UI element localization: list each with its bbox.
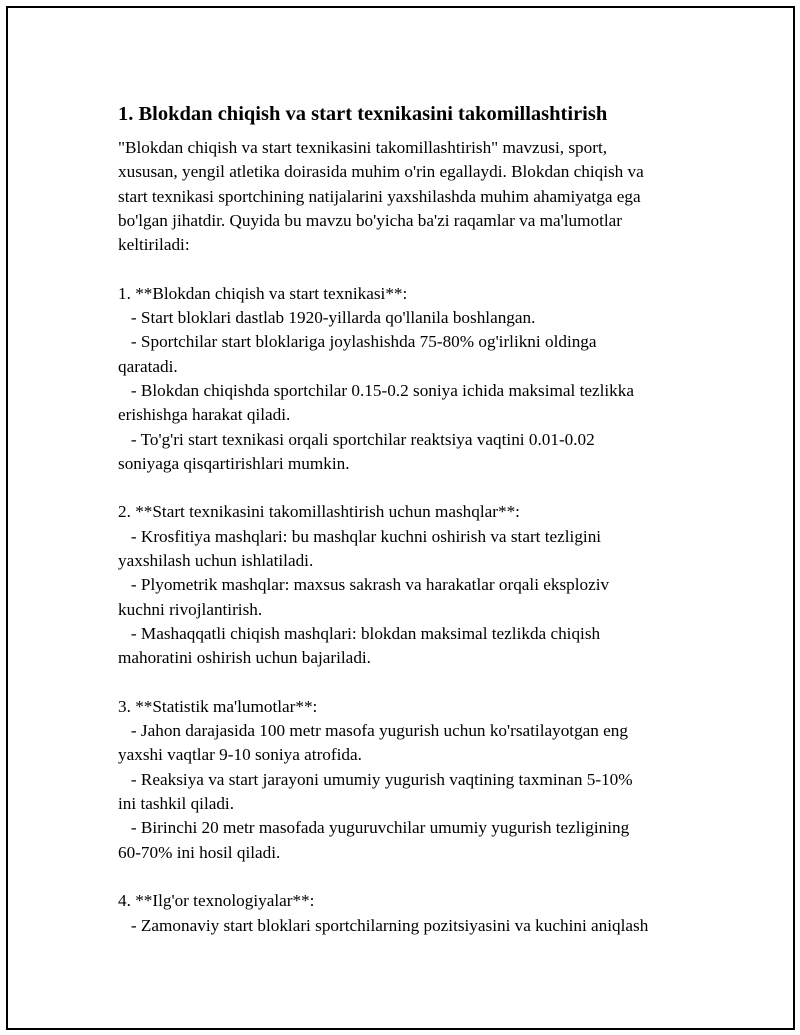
body-line: "Blokdan chiqish va start texnikasini takomillashtirish" mavzusi, sport, [118,138,608,157]
document-content [118,100,708,938]
body-line: - Birinchi 20 metr masofada yuguruvchilar umumiy yugurish tezligining [118,818,630,838]
body-line: 1. **Blokdan chiqish va start texnikasi**: [118,283,408,303]
blank-line [118,865,708,889]
body-line: 60-70% ini hosil qiladi. [118,842,281,862]
body-line: - Mashaqqatli chiqish mashqlari: blokdan maksimal tezlikda chiqish [118,623,601,643]
body-line: erishishga harakat qiladi. [118,405,291,425]
body-line: mahoratini oshirish uchun bajariladi. [118,648,371,668]
body-line: bo'lgan jihatdir. Quyida bu mavzu bo'yicha ba'zi raqamlar va ma'lumotlar [118,210,622,230]
body-line: - Jahon darajasida 100 metr masofa yugurish uchun ko'rsatilayotgan eng [118,721,628,741]
body-line: - Start bloklari dastlab 1920-yillarda qo'llanila boshlangan. [118,308,536,328]
body-line: - Blokdan chiqishda sportchilar 0.15-0.2 soniya ichida maksimal tezlikka [118,380,634,400]
body-line: qaratadi. [118,356,178,376]
body-line: - Reaksiya va start jarayoni umumiy yugurish vaqtining taxminan 5-10% [118,769,633,789]
document-body [118,136,708,938]
body-line: keltiriladi: [118,235,190,255]
body-line: kuchni rivojlantirish. [118,599,263,619]
body-line: yaxshilash uchun ishlatiladi. [118,551,314,571]
body-line: - Zamonaviy start bloklari sportchilarning pozitsiyasini va kuchini aniqlash [118,915,649,935]
body-line: yaxshi vaqtlar 9-10 soniya atrofida. [118,745,362,765]
blank-line [118,476,708,500]
body-line: - Sportchilar start bloklariga joylashishda 75-80% og'irlikni oldinga [118,332,597,352]
body-line: - Plyometrik mashqlar: maxsus sakrash va harakatlar orqali eksploziv [118,575,610,595]
document-page [6,6,795,1030]
document-title: 1. Blokdan chiqish va start texnikasini takomillashtirish [118,103,608,125]
body-line: ini tashkil qiladi. [118,794,235,814]
body-line: soniyaga qisqartirishlari mumkin. [118,453,350,473]
body-line: 2. **Start texnikasini takomillashtirish uchun mashqlar**: [118,502,520,522]
body-line: start texnikasi sportchining natijalarini yaxshilashda muhim ahamiyatga ega [118,186,641,206]
body-line: 3. **Statistik ma'lumotlar**: [118,696,318,716]
blank-line [118,257,708,281]
body-line: 4. **Ilg'or texnologiyalar**: [118,891,315,911]
body-line: xususan, yengil atletika doirasida muhim o'rin egallaydi. Blokdan chiqish va [118,162,644,182]
blank-line [118,671,708,695]
body-line: - Krosfitiya mashqlari: bu mashqlar kuchni oshirish va start tezligini [118,526,602,546]
body-line: - To'g'ri start texnikasi orqali sportchilar reaktsiya vaqtini 0.01-0.02 [118,429,595,449]
